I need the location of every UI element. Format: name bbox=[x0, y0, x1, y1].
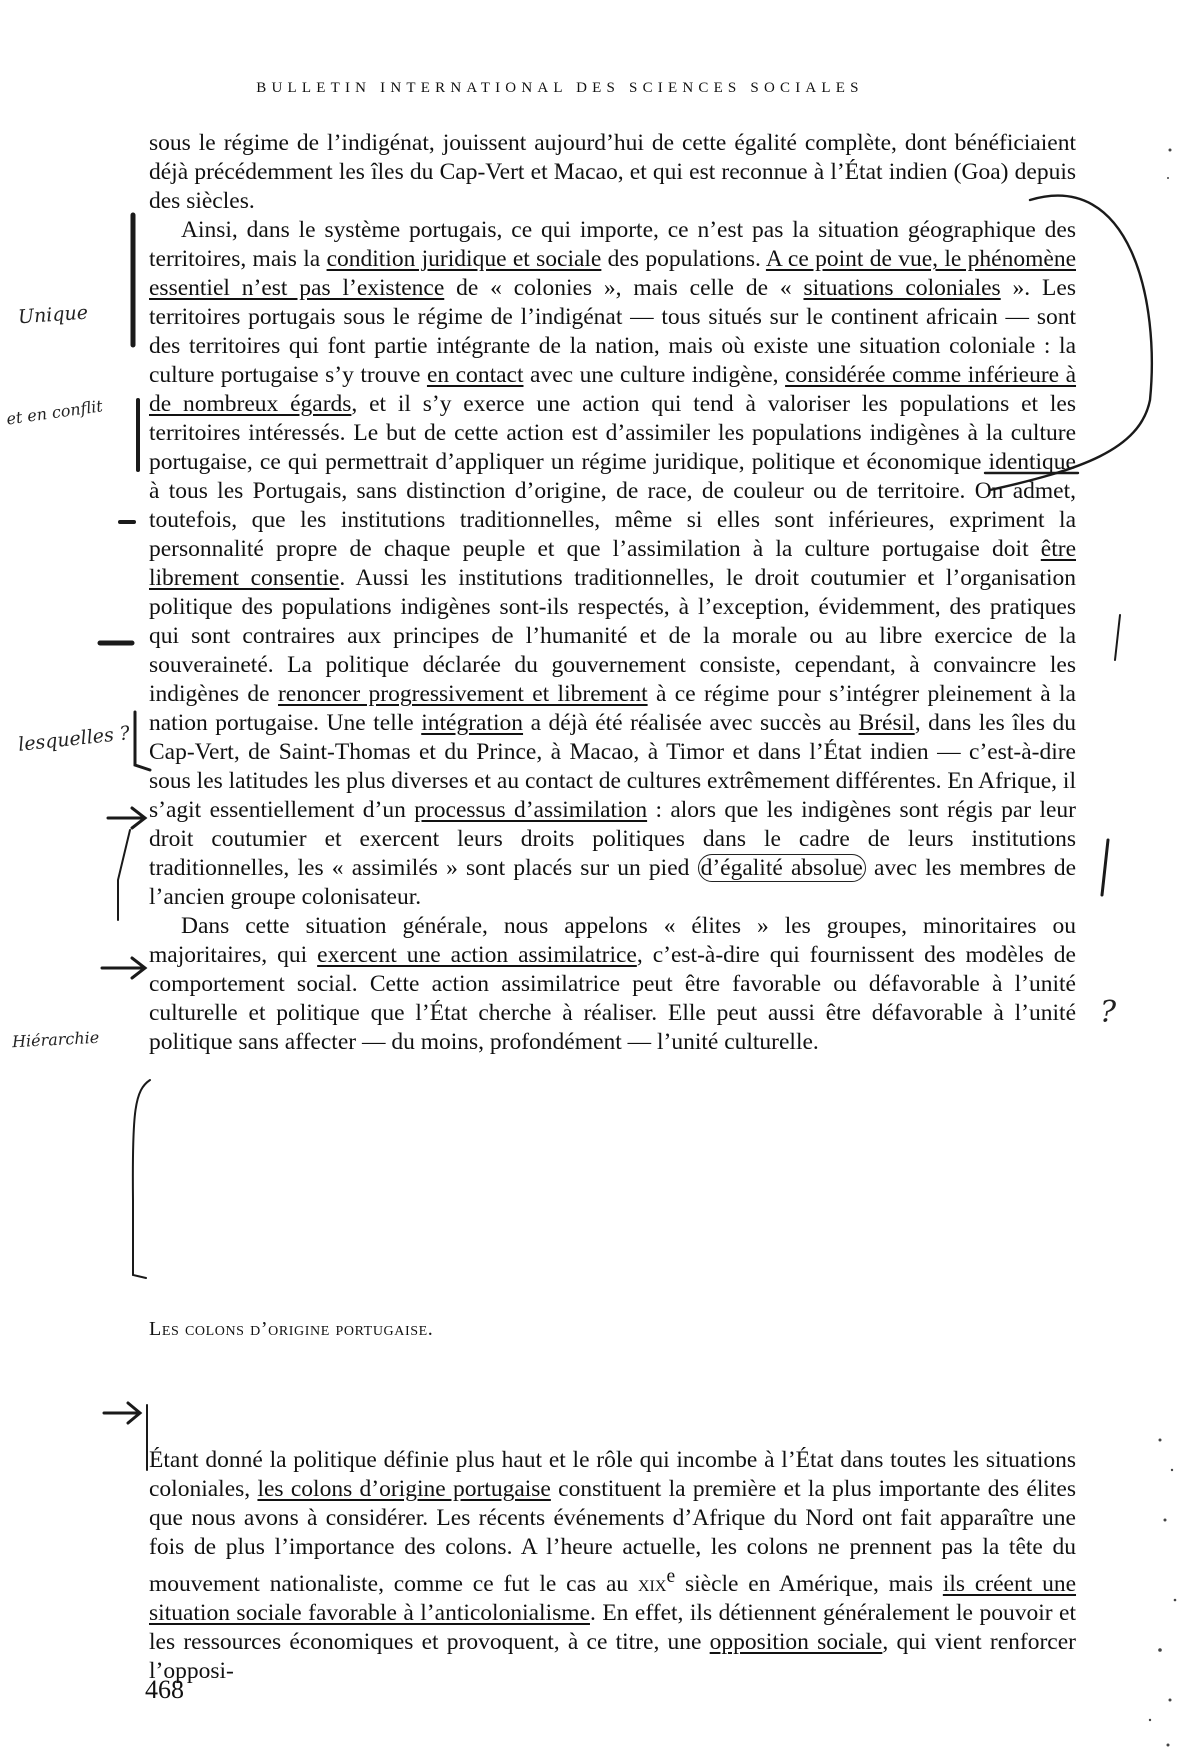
arrow-mark bbox=[104, 1403, 140, 1423]
scan-speckles bbox=[1149, 149, 1176, 1747]
body-text-block bbox=[149, 1446, 1076, 1686]
bracket-left bbox=[118, 830, 130, 920]
paragraph-2: Ainsi, dans le système portugais, ce qui importe, ce n’est pas la situation géographique des territoires, mais la condition juridique et sociale des populations. A ce point de vue, le phénomène essentiel n’est pas l’existence de « colonies », mais celle de « situations coloniales ». Les territoires portugais sous le régime de l’indigénat — tous situés sur le continent africain — sont des territoires qui font partie intégrante de la nation, mais où existe une situation coloniale : la culture portugaise s’y trouve en contact avec une culture indigène, considérée comme inférieure à de nombreux égards, et il s’y exerce une action qui tend à valoriser les populations et les territoires intéressés. Le but de cette action est d’assimiler les populations indigènes à la culture portugaise, ce qui permettrait d’appliquer un régime juridique, politique et économique identique à tous les Portugais, sans distinction d’origine, de race, de couleur ou de territoire. On admet, toutefois, que les institutions traditionnelles, même si elles sont inférieures, expriment la personnalité propre de chaque peuple et que l’assimilation à la culture portugaise doit être librement consentie. Aussi les institutions traditionnelles, le droit coutumier et l’organisation politique des populations indigènes sont-ils respectés, à l’exception, évidemment, des pratiques qui sont contraires aux principes de l’humanité et de la morale ou au libre exercice de la souveraineté. La politique déclarée du gouvernement consiste, cependant, à convaincre les indigènes de renoncer progressivement et librement à ce régime pour s’intégrer pleinement à la nation portugaise. Une telle intégration a déjà été réalisée avec succès au Brésil, dans les îles du Cap-Vert, de Saint-Thomas et du Prince, à Macao, à Timor et dans l’État indien — c’est-à-dire sous les latitudes les plus diverses et au contact de cultures extrêmement différentes. En Afrique, il s’agit essentiellement d’un processus d’assimilation : alors que les indigènes sont régis par leur droit coutumier et exercent leurs droits politiques dans le cadre de leurs institutions traditionnelles, les « assimilés » sont placés sur un pied d’égalité absolue avec les membres de l’ancien groupe colonisateur. bbox=[149, 217, 1077, 910]
arrow-mark bbox=[108, 808, 145, 828]
underlined-phrase: A ce point de vue, le phénomène essentiel n’est pas l’existence bbox=[149, 246, 1076, 301]
margin-note: ? bbox=[1100, 995, 1117, 1030]
underlined-phrase: Brésil bbox=[858, 710, 915, 736]
arrow-mark bbox=[102, 958, 145, 978]
underlined-phrase: en contact bbox=[426, 362, 524, 388]
underlined-phrase: considérée comme inférieure à de nombreux égards bbox=[149, 362, 1077, 417]
underlined-phrase: condition juridique et sociale bbox=[326, 246, 602, 272]
vertical-stroke bbox=[1102, 840, 1108, 895]
underlined-phrase: les colons d’origine portugaise bbox=[257, 1476, 551, 1502]
underlined-phrase: processus d’assimilation bbox=[414, 797, 648, 823]
page-number: 468 bbox=[145, 1675, 184, 1704]
margin-note: lesquelles ? bbox=[17, 722, 131, 756]
underlined-phrase: être librement consentie bbox=[149, 536, 1076, 591]
margin-note: Hiérarchie bbox=[11, 1027, 100, 1052]
running-head: BULLETIN INTERNATIONAL DES SCIENCES SOCIALES bbox=[256, 80, 864, 96]
section-heading: Les colons d’origine portugaise. bbox=[149, 1318, 434, 1340]
vertical-stroke bbox=[1115, 615, 1120, 660]
circled-phrase: d’égalité absolue bbox=[698, 854, 866, 882]
underlined-phrase: exercent une action assimilatrice bbox=[317, 942, 637, 968]
bracket-left bbox=[133, 1080, 150, 1278]
paragraph-4: Étant donné la politique définie plus haut et le rôle qui incombe à l’État dans toutes les situations coloniales, les colons d’origine portugaise constituent la première et la plus importante des élites que nous avons à considérer. Les récents événements d’Afrique du Nord ont fait apparaître une fois de plus l’importance des colons. A l’heure actuelle, les colons ne prennent pas la tête du mouvement nationaliste, comme ce fut le cas au xix$^e$ siècle en Amérique, mais ils créent une situation sociale favorable à l’anticolonialisme. En effet, ils détiennent généralement le pouvoir et les ressources économiques et provoquent, à ce titre, une opposition sociale, qui vient renforcer l’opposi- bbox=[149, 1447, 1077, 1684]
underlined-phrase: opposition sociale bbox=[709, 1628, 883, 1655]
bracket-left bbox=[135, 712, 150, 770]
margin-note: et en conflit bbox=[5, 396, 104, 429]
body-text-block bbox=[149, 129, 1076, 1057]
paragraph-1: sous le régime de l’indigénat, jouissent aujourd’hui de cette égalité complète, dont bénéficiaient déjà précédemment les îles du Cap-Vert et Macao, et qui est reconnue à l’État indien (Goa) depuis des siècles. bbox=[149, 130, 1076, 214]
underlined-phrase: renoncer progressivement et librement bbox=[277, 681, 648, 707]
underlined-phrase: situations coloniales bbox=[803, 275, 1001, 301]
underlined-phrase: intégration bbox=[421, 710, 524, 736]
margin-note: Unique bbox=[17, 301, 89, 329]
paragraph-3: Dans cette situation générale, nous appelons « élites » les groupes, minoritaires ou majoritaires, qui exercent une action assimilatrice, c’est-à-dire qui fournissent des modèles de comportement social. Cette action assimilatrice peut être favorable ou défavorable à l’unité culturelle et politique que l’État cherche à réaliser. Elle peut aussi être défavorable à l’unité politique sans affecter — du moins, profondément — l’unité culturelle. bbox=[149, 913, 1076, 1055]
underlined-phrase: ils créent une situation sociale favorable à l’anticolonialisme bbox=[149, 1570, 1077, 1626]
